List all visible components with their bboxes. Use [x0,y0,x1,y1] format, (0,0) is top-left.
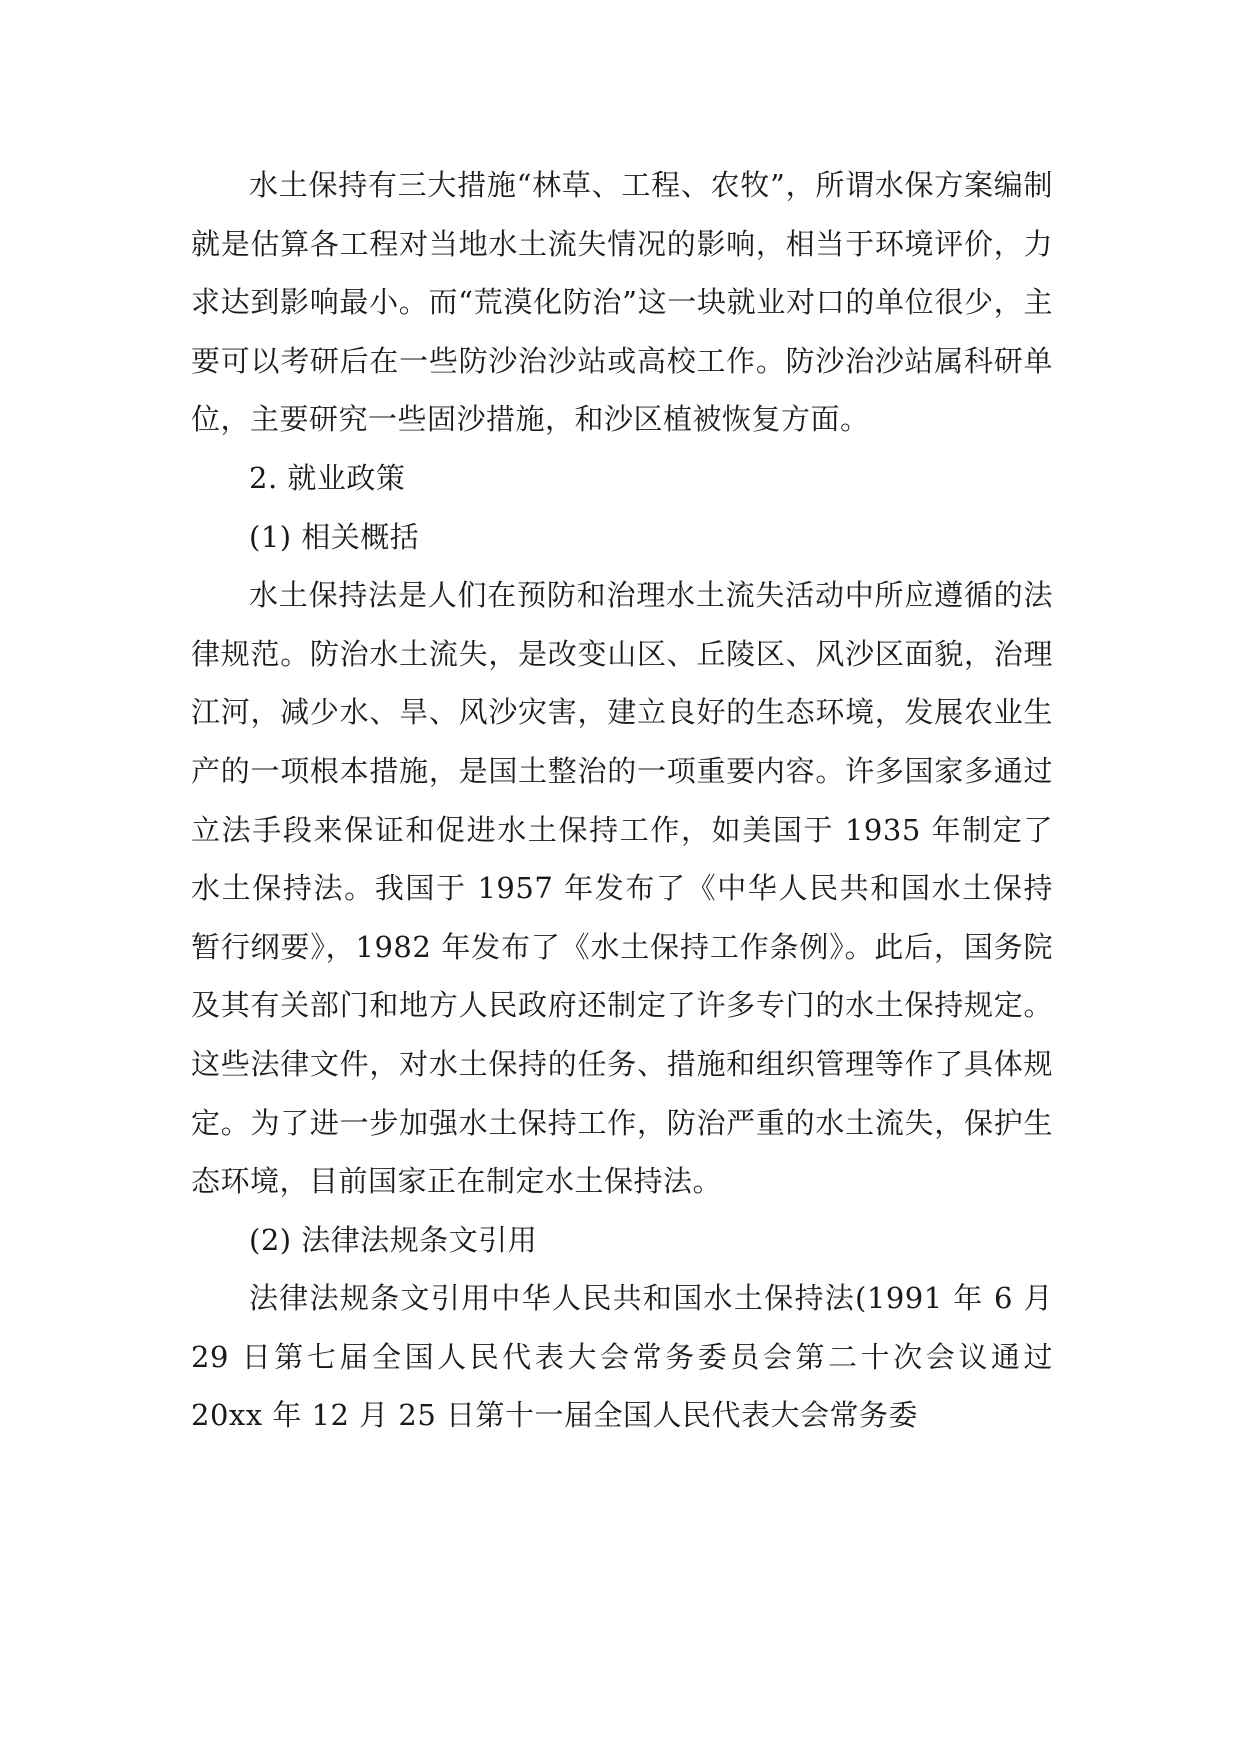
section-heading-employment-policy: 2. 就业政策 [249,460,406,495]
subsection-heading-overview: (1) 相关概括 [249,519,420,554]
subsection-heading-legal-citations: (2) 法律法规条文引用 [249,1222,538,1257]
document-body [191,156,1053,1445]
paragraph-soil-conservation-law: 水土保持法是人们在预防和治理水土流失活动中所应遵循的法律规范。防治水土流失，是改变山区、丘陵区、风沙区面貌，治理江河，减少水、旱、风沙灾害，建立良好的生态环境，发展农业生产的一项根本措施，是国土整治的一项重要内容。许多国家多通过立法手段来保证和促进水土保持工作，如美国于 1935 年制定了水土保持法。我国于 1957 年发布了《中华人民共和国水土保持暂行纲要》，1982 年发布了《水土保持工作条例》。此后，国务院及其有关部门和地方人民政府还制定了许多专门的水土保持规定。这些法律文件，对水土保持的任务、措施和组织管理等作了具体规定。为了进一步加强水土保持工作，防治严重的水土流失，保护生态环境，目前国家正在制定水土保持法。 [191,578,1053,1199]
paragraph-legal-citation-text: 法律法规条文引用中华人民共和国水土保持法(1991 年 6 月 29 日第七届全国人民代表大会常务委员会第二十次会议通过 20xx 年 12 月 25 日第十一届全国人民代表大会常务委 [191,1281,1053,1433]
paragraph-soil-conservation-measures: 水土保持有三大措施“林草、工程、农牧”，所谓水保方案编制就是估算各工程对当地水土流失情况的影响，相当于环境评价，力求达到影响最小。而“荒漠化防治”这一块就业对口的单位很少，主要可以考研后在一些防沙治沙站或高校工作。防沙治沙站属科研单位，主要研究一些固沙措施，和沙区植被恢复方面。 [191,168,1053,437]
